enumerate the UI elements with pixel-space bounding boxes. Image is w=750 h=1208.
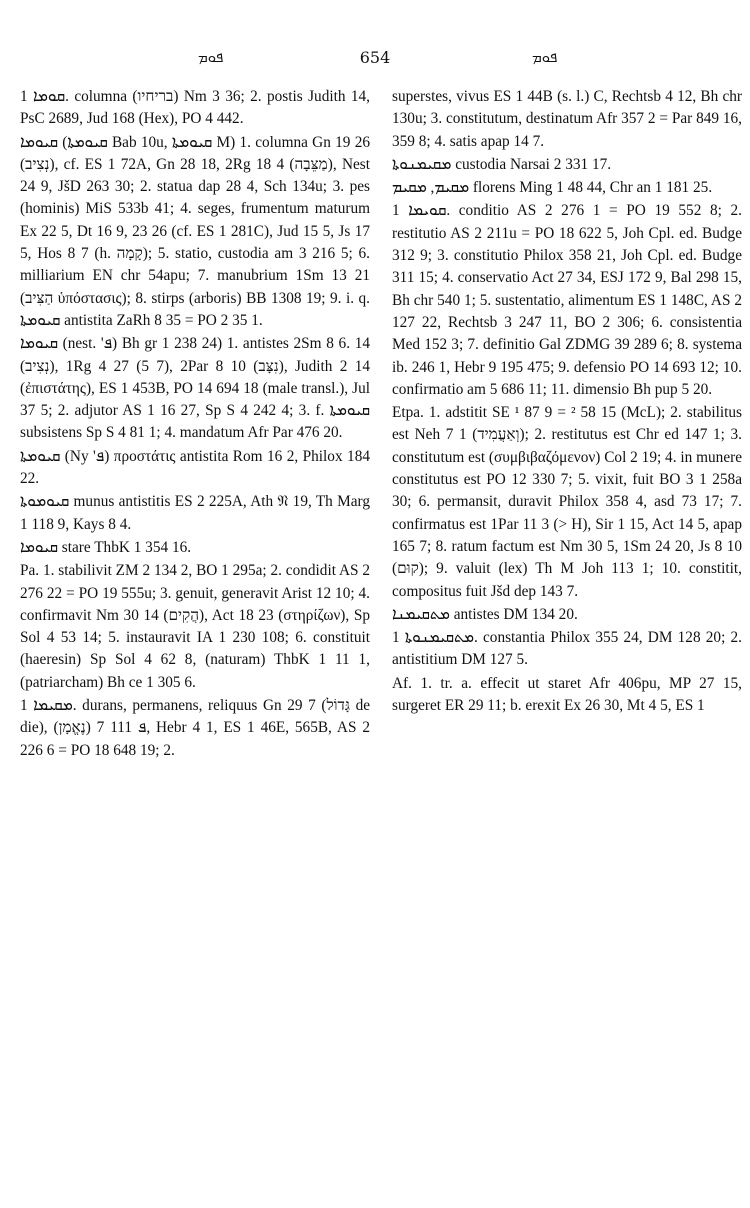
running-head-left: ܦܘܡ — [198, 48, 224, 66]
entry-stare: ܩܝܘܡܐ stare ThbK 1 354 16. — [20, 538, 192, 556]
entry-afel: Af. 1. tr. a. effecit ut staret Afr 406pu, MP 27 15, surgeret ER 29 11; b. erexit Ex 26 30, Mt 4 5, ES 1 — [392, 674, 742, 715]
page-number: 654 — [359, 48, 391, 67]
entry-antistes: ܩܝܘܡܐ (nest. 'ܦ) Bh gr 1 238 24) 1. antistes 2Sm 8 6. 14 (נְצִיב), 1Rg 4 27 (5 7), 2Par 8 10 (נִצָּב), Judith 2 14 (ἐπιστάτης), ES 1 453B, PO 14 694 18 (male transl.), Jul 37 5; 2. adjutor AS 1 16 27, Sp S 4 242 4; 3. f. ܩܝܘܡܬܐ subsistens Sp S 4 81 1; 4. mandatum Afr Par 476 20. — [20, 335, 371, 442]
entry-antistita: ܩܝܘܡܬܐ (Ny 'ܦ) προστάτις antistita Rom 16 2, Philox 184 22. — [20, 447, 370, 488]
entry-munus-antistitis: ܩܝܘܡܘܬܐ munus antistitis ES 2 225A, Ath 𝔑 19, Th Marg 1 118 9, Kays 8 4. — [20, 493, 370, 533]
entry-conditio: ܩܘܝܡܐ 1. conditio AS 2 276 1 = PO 19 552 8; 2. restitutio AS 2 211u = PO 18 622 5, Joh Cpl. ed. Budge 312 9; 3. constitutio Philox 358 21, Joh Cpl. ed. Budge 311 15; 4. conservatio Act 27 34, ESJ 172 9, Bal 298 15, Bh chr 540 1; 5. sustentatio, alimentum ES 1 148C, AS 2 127 22, Rechtsb 3 247 11, BO 2 306; 6. consistentia Med 152 3; 7. definitio Gal ZDMG 39 289 6; 8. systema ib. 246 1, Hebr 9 195 475; 9. defensio PO 14 693 12; 10. confirmatio am 5 686 11; 11. dimensio Bh pup 5 20. — [392, 202, 742, 398]
entry-superstes-cont: superstes, vivus ES 1 44B (s. l.) C, Rechtsb 4 12, Bh chr 130u; 3. constitutum, destinatum Afr 357 2 = Par 849 16, 359 8; 4. satis apap 14 7. — [392, 88, 742, 150]
entry-pael: Pa. 1. stabilivit ZM 2 134 2, BO 1 295a; 2. condidit AS 2 276 22 = PO 19 555u; 3. genuit, generavit Arist 12 10; 4. confirmavit Nm 30 14 (הֲקִים), Act 18 23 (στηρίζων), Sp Sol 4 53 14; 5. instauravit IA 1 230 108; 6. constituit (haeresin) Sp Sol 4 62 8, (naturam) ThbK 1 11 1, (patriarcham) Bh ce 1 305 6. — [20, 562, 370, 691]
right-column — [392, 86, 742, 717]
running-head-right: ܦܘܡ — [532, 48, 558, 66]
page-header — [0, 48, 750, 76]
entry-qyuma: ܩܝܘܡܐ (ܩܝܘܡܬܐ Bab 10u, ܩܝܘܡܬܐ M) 1. columna Gn 19 26 (נְצִיב), cf. ES 1 72A, Gn 28 18, 2Rg 18 4 (מַצֵּבָה), Nest 24 9, JšD 263 30; 2. statua dap 28 4, Sch 134u; 3. pes (hominis) MiS 533b 41; 4. seges, frumentum maturum Ex 22 5, Dt 16 9, 23 26 (cf. ES 1 281C), Jud 15 5, Js 17 5, Hos 8 7 (h. קָמָה); 5. statio, custodia am 3 216 5; 6. milliarium EN chr 54apu; 7. manubrium 1Sm 13 21 (הַצִּיב ὑπόστασις); 8. stirps (arboris) BB 1308 19; 9. i. q. ܩܝܘܡܬܐ antistita ZaRh 8 35 = PO 2 35 1. — [20, 133, 371, 329]
entry-antistes-dm: ܡܬܩܝܡܢܐ antistes DM 134 20. — [392, 605, 578, 623]
entry-custodia: ܡܩܝܡܢܘܬܐ custodia Narsai 2 331 17. — [392, 155, 612, 173]
entry-constantia: ܡܬܩܝܡܢܘܬܐ 1. constantia Philox 355 24, DM 128 20; 2. antistitium DM 127 5. — [392, 629, 742, 669]
left-column — [20, 86, 370, 762]
entry-florens: ܡܩܝܡ, ܡܩܝܡ florens Ming 1 48 44, Chr an 1 181 25. — [392, 179, 713, 197]
entry-durans: ܡܩܝܡܐ 1. durans, permanens, reliquus Gn 29 7 (גָּדוֹל de die), ܦ 111 7 (נֶאֱמָן), Hebr 4 1, ES 1 46E, 565B, AS 2 226 6 = PO 18 648 19; 2. — [20, 697, 371, 759]
entry-columna: ܩܘܡܐ 1. columna (בריחיו) Nm 3 36; 2. postis Judith 14, PsC 2689, Jud 168 (Hex), PO 4 442. — [20, 88, 371, 128]
entry-etpaal: Etpa. 1. adstitit SE ¹ 87 9 = ² 58 15 (McL); 2. stabilitus est Neh 7 1 (וְאַעֲמִיד); 2. restitutus est Chr ed 147 1; 3. constitutum est (συμβιβαζόμενον) Col 2 19; 4. in munere constitutus est PO 12 330 7; 5. vixit, fuit BO 3 1 258a 30; 6. permansit, duravit Philox 358 4, asd 73 17; 7. confirmatus est 1Par 11 3 (> H), Sir 1 15, Act 14 5, apap 165 7; 8. ratum factum est Nm 30 5, 1Sm 24 20, Js 8 10 (קוּם); 9. valuit (lex) Th M Joh 113 1; 10. constitit, compositus fuit Jšd dep 143 7. — [392, 404, 743, 600]
